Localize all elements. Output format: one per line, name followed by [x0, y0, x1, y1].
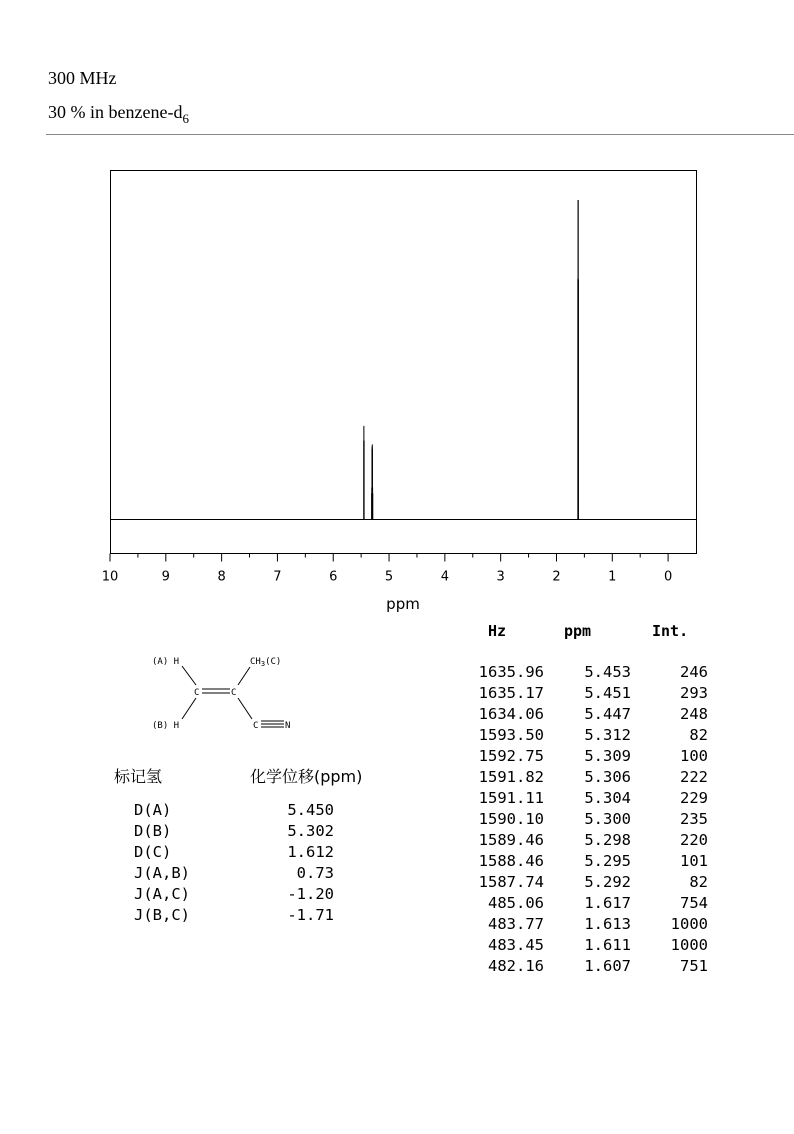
assignment-table [134, 800, 334, 926]
bond-h-b [182, 698, 196, 719]
header-label: 标记氢 [114, 767, 163, 786]
peak-hz: 483.77 [488, 915, 544, 933]
atom-n: N [285, 721, 291, 731]
x-tick-label-0: 0 [663, 569, 673, 585]
peak-row [462, 914, 708, 935]
peak-int: 754 [680, 894, 708, 912]
peak-row [462, 725, 708, 746]
peak-row [462, 809, 708, 830]
header-ppm: ppm [564, 622, 592, 640]
peak-ppm: 5.309 [584, 747, 631, 765]
peak-hz: 485.06 [488, 894, 544, 912]
peak-row [462, 767, 708, 788]
peak-hz: 1590.10 [478, 810, 544, 828]
peak-int: 1000 [670, 936, 708, 954]
peak-row [462, 830, 708, 851]
peak-int: 751 [680, 957, 708, 975]
header-hz: Hz [488, 622, 507, 640]
peak-int: 246 [680, 663, 708, 681]
peak-row [462, 851, 708, 872]
assignment-row [134, 884, 334, 905]
peak-int: 222 [680, 768, 708, 786]
x-tick-label-8: 8 [217, 569, 226, 585]
assignment-label: J(B,C) [134, 906, 190, 924]
assignment-label: J(A,B) [134, 864, 190, 882]
assignment-row [134, 821, 334, 842]
plot-frame [111, 171, 697, 554]
assignment-row [134, 905, 334, 926]
assignment-value: 0.73 [296, 864, 334, 882]
x-axis [102, 554, 673, 585]
peak-row [462, 683, 708, 704]
assignment-row [134, 800, 334, 821]
x-tick-label-4: 4 [440, 569, 449, 585]
peak-row [462, 893, 708, 914]
label-ch3: $CH_3(C)$ [250, 657, 282, 668]
peak-ppm: 1.613 [584, 915, 631, 933]
peak-row [462, 935, 708, 956]
peak-hz: 1587.74 [478, 873, 544, 891]
bond-cn [238, 698, 252, 719]
assignment-row [134, 863, 334, 884]
peak-hz: 1592.75 [478, 747, 544, 765]
peak-ppm: 5.453 [584, 663, 631, 681]
assignment-label: D(C) [134, 843, 172, 861]
peak-int: 100 [680, 747, 708, 765]
peak-int: 101 [680, 852, 708, 870]
x-tick-label-2: 2 [552, 569, 561, 585]
peak-ppm: 5.295 [584, 852, 631, 870]
peak-row [462, 746, 708, 767]
assignment-label: J(A,C) [134, 885, 190, 903]
x-tick-label-6: 6 [329, 569, 338, 585]
peak-int: 82 [689, 873, 708, 891]
x-tick-label-9: 9 [161, 569, 170, 585]
peak-row [462, 872, 708, 893]
header-shift: 化学位移(ppm) [250, 767, 363, 786]
peak-int: 1000 [670, 915, 708, 933]
peak-hz: 483.45 [488, 936, 544, 954]
peak-int: 220 [680, 831, 708, 849]
peak-row [462, 956, 708, 977]
x-axis-label: ppm [386, 595, 420, 613]
peak-ppm: 5.447 [584, 705, 631, 723]
peak-ppm: 1.611 [584, 936, 631, 954]
assignment-value: -1.71 [287, 906, 334, 924]
x-tick-label-5: 5 [384, 569, 394, 585]
assignment-value: 5.450 [287, 801, 334, 819]
solvent-text: 30 % in benzene-d [48, 102, 183, 122]
peak-hz: 1591.82 [478, 768, 544, 786]
label-a: (A) H [152, 657, 180, 667]
peak-int: 248 [680, 705, 708, 723]
x-tick-label-7: 7 [273, 569, 282, 585]
peak-hz: 482.16 [488, 957, 544, 975]
peak-ppm: 1.617 [584, 894, 631, 912]
peak-ppm: 5.300 [584, 810, 631, 828]
label-b: (B) H [152, 721, 180, 731]
assignment-value: 5.302 [287, 822, 334, 840]
peak-hz: 1588.46 [478, 852, 544, 870]
atom-c2: C [231, 688, 237, 698]
peak-int: 229 [680, 789, 708, 807]
peak-row [462, 704, 708, 725]
peak-row [462, 662, 708, 683]
peak-ppm: 5.304 [584, 789, 631, 807]
peak-ppm: 5.292 [584, 873, 631, 891]
peak-hz: 1635.17 [478, 684, 544, 702]
peaks-group [364, 200, 579, 520]
peak-int: 235 [680, 810, 708, 828]
peak-ppm: 5.298 [584, 831, 631, 849]
peak-ppm: 5.306 [584, 768, 631, 786]
peak-row [462, 788, 708, 809]
peak-ppm: 5.312 [584, 726, 631, 744]
assignment-label: D(B) [134, 822, 172, 840]
assignment-value: 1.612 [287, 843, 334, 861]
peak-hz: 1591.11 [478, 789, 544, 807]
peak-table [462, 662, 708, 977]
atom-c3: C [253, 721, 259, 731]
peak-ppm: 1.607 [584, 957, 631, 975]
peak-hz: 1593.50 [478, 726, 544, 744]
x-tick-label-10: 10 [101, 569, 119, 585]
bond-h-a [182, 666, 196, 685]
peak-ppm: 5.451 [584, 684, 631, 702]
x-tick-label-1: 1 [608, 569, 617, 585]
bond-ch3 [238, 667, 250, 685]
peak-hz: 1635.96 [478, 663, 544, 681]
peak-int: 293 [680, 684, 708, 702]
assignment-label: D(A) [134, 801, 172, 819]
peak-int: 82 [689, 726, 708, 744]
x-tick-label-3: 3 [496, 569, 505, 585]
spectrometer-frequency: 300 MHz [48, 68, 117, 88]
assignment-value: -1.20 [287, 885, 334, 903]
molecule-structure [150, 650, 350, 740]
assignment-row [134, 842, 334, 863]
peak-hz: 1634.06 [478, 705, 544, 723]
solvent-subscript: 6 [182, 111, 189, 126]
atom-c1: C [194, 688, 200, 698]
header-int: Int. [652, 622, 689, 640]
peak-hz: 1589.46 [478, 831, 544, 849]
